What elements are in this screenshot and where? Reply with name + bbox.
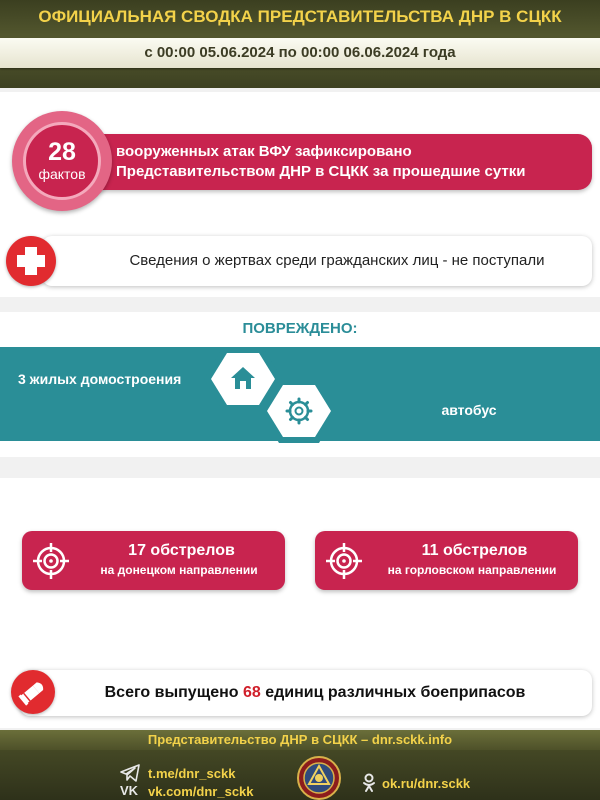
ammo-suffix: единиц различных боеприпасов — [265, 684, 526, 701]
shelling-gorlovka-direction: на горловском направлении — [387, 563, 557, 577]
footer-strip — [0, 730, 600, 750]
ammo-prefix: Всего выпущено — [104, 684, 239, 701]
medical-cross-icon — [6, 236, 56, 286]
telegram-link[interactable]: t.me/dnr_sckk — [148, 766, 236, 781]
attacks-count-inner — [23, 122, 101, 200]
shelling-gorlovka — [315, 531, 578, 590]
footer — [0, 730, 600, 800]
damaged-item-houses-label: 3 жилых домостроения — [18, 371, 182, 387]
report-period: с 00:00 05.06.2024 по 00:00 06.06.2024 года — [144, 44, 456, 61]
victims-box — [42, 236, 592, 286]
header-title: ОФИЦИАЛЬНАЯ СВОДКА ПРЕДСТАВИТЕЛЬСТВА ДНР В СЦКК — [38, 7, 562, 26]
vk-link[interactable]: vk.com/dnr_sckk — [148, 784, 254, 799]
victims-text: Сведения о жертвах среди гражданских лиц - не поступали — [129, 252, 545, 269]
ammo-count: 68 — [242, 684, 261, 701]
attacks-count-badge — [12, 111, 112, 211]
ammo-text — [50, 670, 580, 716]
ammo-box — [20, 670, 592, 716]
attacks-line-2: Представительством ДНР в СЦКК за прошедшие сутки — [116, 163, 526, 180]
damaged-title: ПОВРЕЖДЕНО: — [242, 320, 358, 337]
footer-title: Представительство ДНР в СЦКК – dnr.sckk.info — [147, 732, 453, 747]
damaged-item-bus-label: автобус — [441, 402, 497, 418]
date-band — [0, 38, 600, 68]
emblem-logo — [297, 756, 341, 800]
shelling-donetsk-direction: на донецком направлении — [100, 563, 258, 577]
attacks-count: 28 — [48, 138, 76, 166]
shelling-donetsk — [22, 531, 285, 590]
vk-icon: VK — [120, 783, 139, 798]
target-icon — [32, 542, 70, 580]
damage-hexagons — [0, 340, 600, 450]
target-icon — [325, 542, 363, 580]
shelling-donetsk-count: 17 обстрелов — [128, 542, 235, 559]
attacks-line-1: вооруженных атак ВФУ зафиксировано — [116, 143, 412, 160]
ok-link[interactable]: ok.ru/dnr.sckk — [382, 776, 471, 791]
telegram-icon — [120, 764, 140, 782]
attacks-unit: фактов — [38, 166, 86, 182]
shelling-gorlovka-count: 11 обстрелов — [421, 542, 528, 559]
odnoklassniki-icon — [362, 773, 376, 793]
bullet-icon — [11, 670, 55, 714]
header — [0, 0, 600, 88]
attacks-description — [116, 142, 586, 182]
